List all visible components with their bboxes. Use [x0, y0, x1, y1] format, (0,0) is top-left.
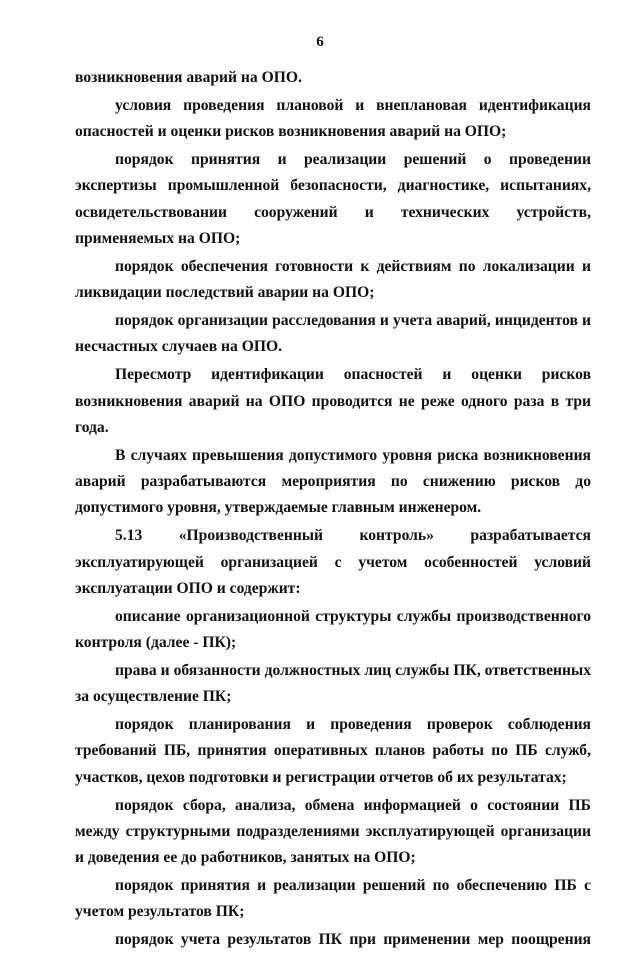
paragraph-continuation: возникновения аварий на ОПО. — [75, 69, 302, 86]
page-number: 6 — [316, 34, 324, 50]
paragraph-list-item: порядок планирования и проведения проверок соблюдения требований ПБ, принятия оперативных планов работы по ПБ служб, участков, цехов подготовки и регистрации отчетов об их результатах; — [75, 716, 591, 786]
paragraph-list-item: порядок обеспечения готовности к действиям по локализации и ликвидации последствий аварии на ОПО; — [75, 257, 591, 302]
paragraph: Пересмотр идентификации опасностей и оценки рисков возникновения аварий на ОПО проводится не реже одного раза в три года. — [75, 366, 591, 436]
paragraph-list-item: порядок организации расследования и учета аварий, инцидентов и несчастных случаев на ОПО. — [75, 312, 591, 356]
paragraph-list-item: условия проведения плановой и внеплановая идентификация опасностей и оценки рисков возникновения аварий на ОПО; — [75, 96, 591, 141]
paragraph-list-item-truncated: порядок учета результатов ПК при применении мер поощрения — [115, 931, 591, 949]
paragraph-section-5-13: 5.13 «Производственный контроль» разрабатывается эксплуатирующей организацией с учетом особенностей условий эксплуатации ОПО и содержит: — [75, 527, 591, 597]
paragraph-list-item: описание организационной структуры службы производственного контроля (далее - ПК); — [75, 607, 591, 651]
paragraph-list-item: порядок принятия и реализации решений о проведении экспертизы промышленной безопасности, диагностике, испытаниях, освидетельствовании сооружений и технических устройств, применяемых на ОПО; — [75, 151, 591, 247]
paragraph: В случаях превышения допустимого уровня риска возникновения аварий разрабатываются мероприятия по снижению рисков до допустимого уровня, утверждаемые главным инженером. — [75, 446, 591, 517]
paragraph-list-item: порядок сбора, анализа, обмена информацией о состоянии ПБ между структурными подразделениями эксплуатирующей организации и доведения ее до работников, занятых на ОПО; — [75, 796, 591, 867]
document-body — [75, 65, 591, 955]
paragraph-list-item: права и обязанности должностных лиц службы ПК, ответственных за осуществление ПК; — [75, 661, 591, 706]
paragraph-list-item: порядок принятия и реализации решений по обеспечению ПБ с учетом результатов ПК; — [75, 877, 591, 921]
